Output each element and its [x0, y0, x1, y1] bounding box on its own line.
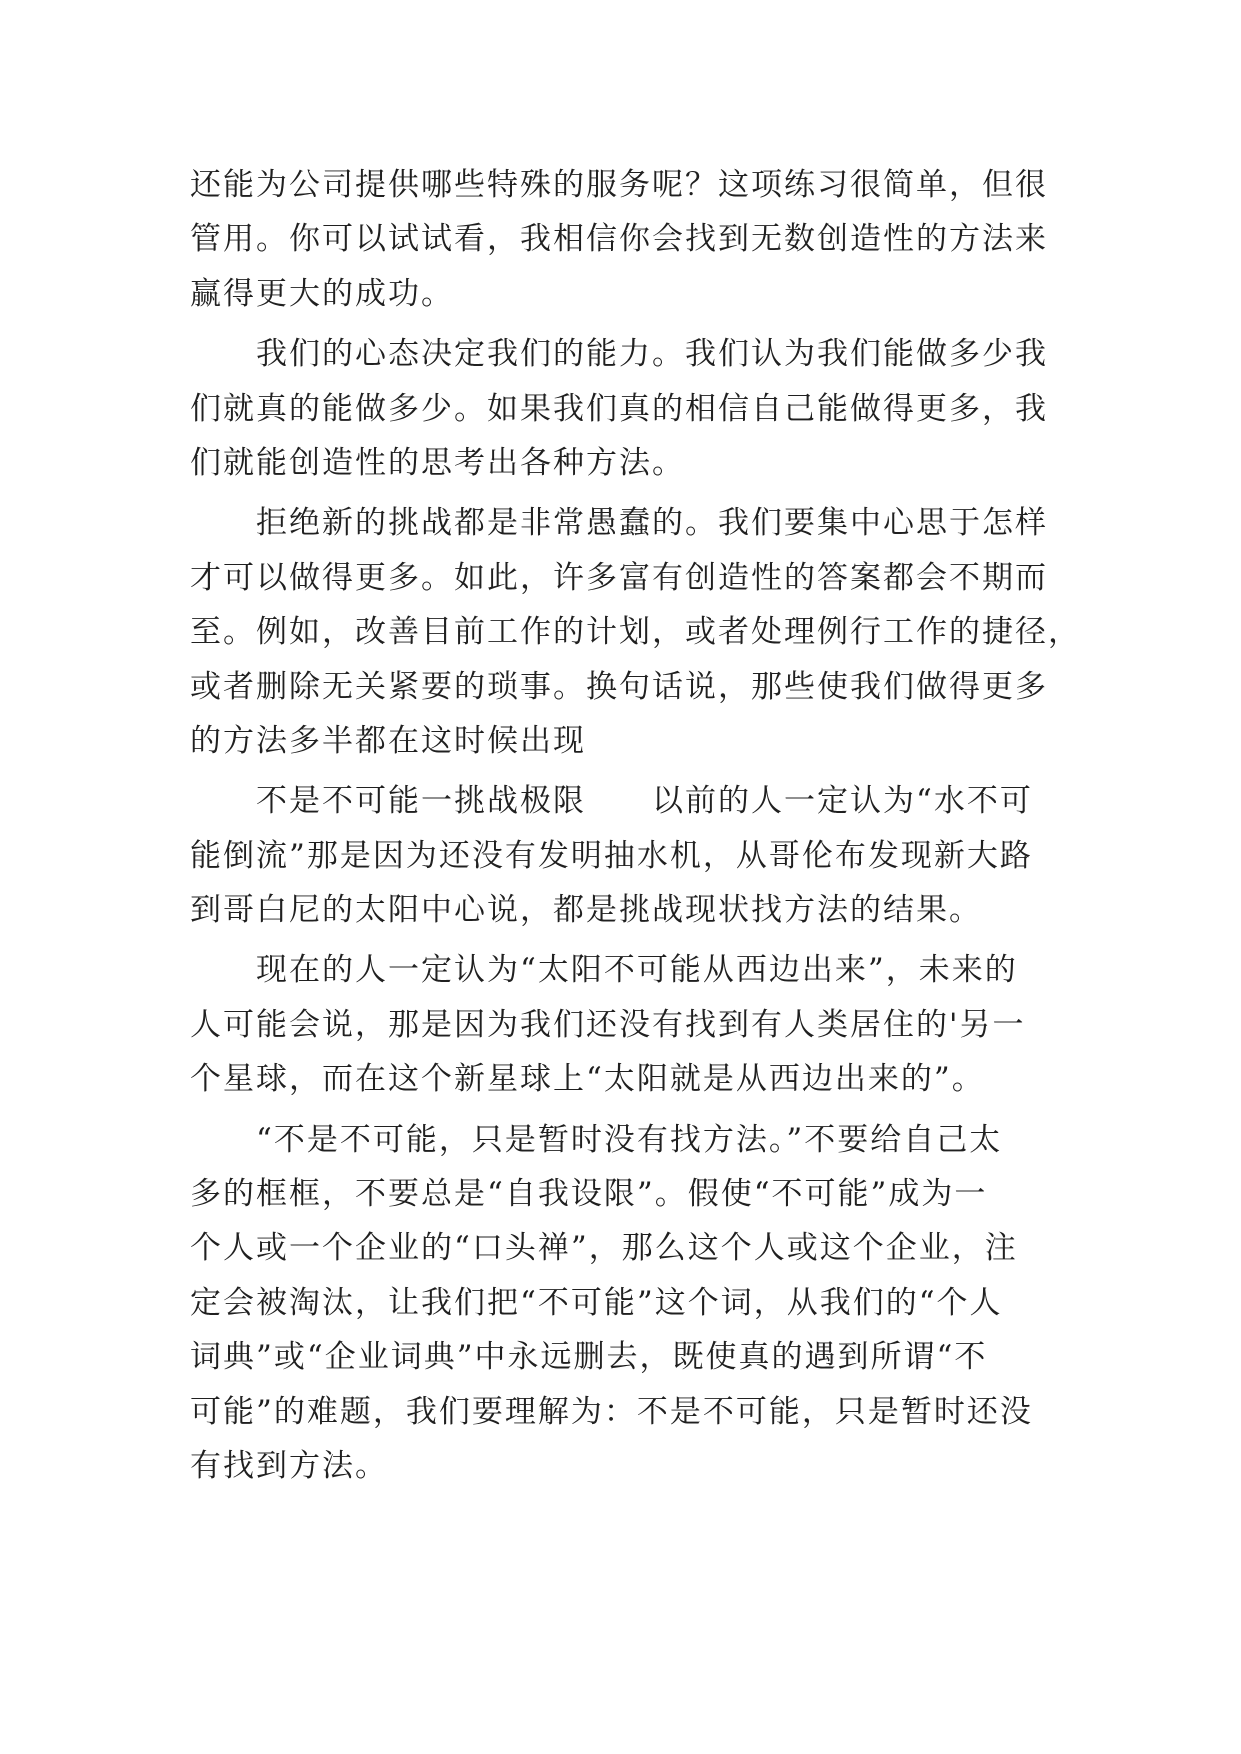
text-line: 有找到方法。 [190, 1447, 388, 1484]
text-line: 可能”的难题，我们要理解为：不是不可能，只是暂时还没 [190, 1393, 1033, 1430]
paragraph-6 [190, 1113, 1052, 1494]
text-line: 拒绝新的挑战都是非常愚蠢的。我们要集中心思于怎样 [256, 505, 1048, 542]
text-line: 现在的人一定认为“太阳不可能从西边出来”，未来的 [256, 952, 1018, 989]
paragraph-4 [190, 774, 1052, 937]
document-body [190, 158, 1081, 1493]
paragraph-5 [190, 943, 1052, 1106]
text-line: 不是不可能一挑战极限 以前的人一定认为“水不可 [256, 783, 1033, 820]
text-line: 个星球，而在这个新星球上“太阳就是从西边出来的”。 [190, 1061, 985, 1098]
text-line: 到哥白尼的太阳中心说，都是挑战现状找方法的结果。 [190, 892, 982, 929]
text-line: 管用。你可以试试看，我相信你会找到无数创造性的方法来 [190, 221, 1048, 258]
text-line: 至。例如，改善目前工作的计划，或者处理例行工作的捷径， [190, 614, 1081, 651]
text-line: 能倒流”那是因为还没有发明抽水机，从哥伦布发现新大路 [190, 837, 1033, 874]
text-line: 人可能会说，那是因为我们还没有找到有人类居住的'另一 [190, 1006, 1026, 1043]
text-line: 个人或一个企业的“口头禅”，那么这个人或这个企业，注 [190, 1230, 1018, 1267]
text-line: “不是不可能，只是暂时没有找方法。”不要给自己太 [256, 1121, 1003, 1158]
text-line: 们就能创造性的思考出各种方法。 [190, 444, 685, 481]
text-line: 或者删除无关紧要的琐事。换句话说，那些使我们做得更多 [190, 668, 1048, 705]
text-line: 赢得更大的成功。 [190, 275, 454, 312]
text-line: 还能为公司提供哪些特殊的服务呢？这项练习很简单，但很 [190, 167, 1048, 203]
paragraph-2 [190, 327, 1052, 490]
text-line: 多的框框，不要总是“自我设限”。假使“不可能”成为一 [190, 1176, 988, 1213]
text-line: 定会被淘汰，让我们把“不可能”这个词，从我们的“个人 [190, 1284, 1003, 1321]
text-line: 的方法多半都在这时候出现 [190, 722, 586, 759]
text-line: 我们的心态决定我们的能力。我们认为我们能做多少我 [256, 336, 1048, 373]
text-line: 才可以做得更多。如此，许多富有创造性的答案都会不期而 [190, 559, 1048, 596]
paragraph-3 [190, 496, 1081, 768]
text-line: 们就真的能做多少。如果我们真的相信自己能做得更多，我 [190, 390, 1048, 427]
paragraph-1 [190, 158, 1052, 321]
text-line: 词典”或“企业词典”中永远删去，既使真的遇到所谓“不 [190, 1339, 988, 1376]
